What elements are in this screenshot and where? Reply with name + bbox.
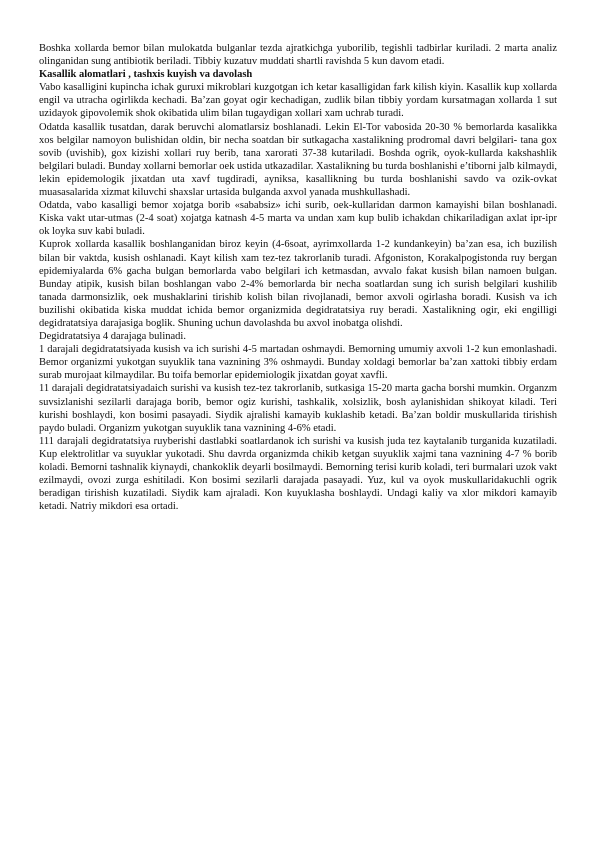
paragraph-degree-1: 1 darajali degidratatsiyada kusish va ich surishi 4-5 martadan oshmaydi. Bemorning umumiy axvoli 1-2 kun emonlashadi. Bemor organizmi yukotgan suyuklik tana vaznining 3% oshmaydi. Bunday xoldagi bemorlar ba’zan xattoki tibbiy erdam surab murojaat kilmaydilar. Bu toifa bemorlar epidemiologik jixatdan goyat xavfli. [39, 344, 557, 382]
paragraph-onset: Odatda kasallik tusatdan, darak beruvchi alomatlarsiz boshlanadi. Lekin El-Tor vabosida 20-30 % bemorlarda kasalikka xos belgilar namoyon bulishidan oldin, bir necha soatdan bir sutkagacha xastalikning prodromal davri belgilari- tana gox sovib (uvishib), gox kizishi xollari ruy berib, tana xarorati 37-38 kutariladi. Boshda ogrik, oyok-kullarda kakshashlik belgilari buladi. Bunday xollarni bemorlar oek ustida utkazadilar. Xastalikning bu turda boshlanishi e’tiborni jalb kilmaydi, lekin epidemologik jixatdan uta xavf tugdiradi, ayniksa, kasallikning bu turda boshlanishi savdo va ozik-ovkat muasasalarida xizmat kiluvchi shaxslar urtasida bulganda axvol yanada mushkullashadi. [39, 121, 557, 199]
paragraph-intro: Boshka xollarda bemor bilan mulokatda bulganlar tezda ajratkichga yuborilib, tegishli tadbirlar kuriladi. 2 marta analiz olinganidan sung antibiotik beriladi. Tibbiy kuzatuv muddati shartli ravishda 5 kun davom etadi. [39, 43, 557, 68]
paragraph-diarrhea: Odatda, vabo kasalligi bemor xojatga borib «sababsiz» ichi surib, oek-kullaridan darmon kamayishi bilan boshlanadi. Kiska vakt utar-utmas (2-4 soat) xojatga katnash 4-5 marta va undan xam kup bulib ichakdan chikariladigan axlat ipr-ipr ok loyka suv kabi buladi. [39, 200, 557, 238]
paragraph-vomiting: Kuprok xollarda kasallik boshlanganidan biroz keyin (4-6soat, ayrimxollarda 1-2 kundankeyin) ba’zan esa, ich buzilish bilan bir vaktda, kusish oshlanadi. Kayt kilish xam tez-tez takrorlanib turadi. Afgoniston, Korakalpogistonda ruy bergan epidemiyalarda 6% gacha bulgan bemorlarda vabo belgilari ich ketmasdan, avvalo fakat kusish bilan namoen bulgan. Bunday atipik, kusish bilan boshlangan vabo 2-4% bemorlarda bir necha soatlardan sung ich surish belgilari kushilib tanada darmonsizlik, oek mushaklarini tirishib kolish bilan rivojlanadi, bemor axvoli ogirlasha boradi. Kusish va ich buzilishi okibatida kiska muddat ichida bemor organizmida degidratatsiya ruy beradi. Xastalikning ogir, eki engilligi degidratatsiya darajasiga boglik. Shuning uchun davolashda bu axvol inobatga olishdi. [39, 239, 557, 329]
paragraph-dehydration-intro: Degidratatsiya 4 darajaga bulinadi. [39, 331, 186, 343]
paragraph-diagnosis: Vabo kasalligini kupincha ichak guruxi mikroblari kuzgotgan ich ketar kasalligidan fark kilish kiyin. Kasallik kup xollarda engil va utracha ogirlikda kechadi. Ba’zan goyat ogir kechadigan, zudlik bilan tibbiy yordam kursatmagan xollarda 1 sut uzidayok gipovolemik shok okibatida ulim bilan tugaydigan xollari xam uchrab turadi. [39, 82, 557, 120]
section-heading: Kasallik alomatlari , tashxis kuyish va davolash [39, 69, 253, 81]
paragraph-degree-2: 11 darajali degidratatsiyadaich surishi va kusish tez-tez takrorlanib, sutkasiga 15-20 marta gacha borshi mumkin. Organzm suvsizlanishi sezilarli darajaga borib, bemor ogiz kurishi, tashkalik, xolsizlik, bosh aylanishidan shikoyat kiladi. Teri kurishi boshlaydi, kon bosimi pasayadi. Siydik ajralishi kamayib kuklashib ketadi. Ba’zan boldir muskullarida tirishish paydo buladi. Organizm yukotgan suyuklik tana vaznining 4-6% etadi. [39, 383, 557, 434]
paragraph-degree-3: 111 darajali degidratatsiya ruyberishi dastlabki soatlardanok ich surishi va kusish juda tez kaytalanib turganida kuzatiladi. Kup elektrolitlar va suyuklar yukotadi. Shu davrda organizmda chikib ketgan suyuklik xajmi tana vaznining 4-7 % borib koladi. Bemorni tashnalik kiynaydi, chankoklik deyarli bosilmaydi. Bemorning terisi kurib koladi, teri burmalari uzok vakt ezilmaydi, ovozi zurga eshitiladi. Kon bosimi sezilarli darajada pasayadi. Yuz, kul va oyok muskullaridakuchli ogrik beradigan tirishish kuzatiladi. Siydik kam ajraladi. Kon kuyuklasha boshlaydi. Undagi kaliy va xlor mikdori kamayib ketadi. Natriy mikdori esa ortadi. [39, 435, 557, 513]
